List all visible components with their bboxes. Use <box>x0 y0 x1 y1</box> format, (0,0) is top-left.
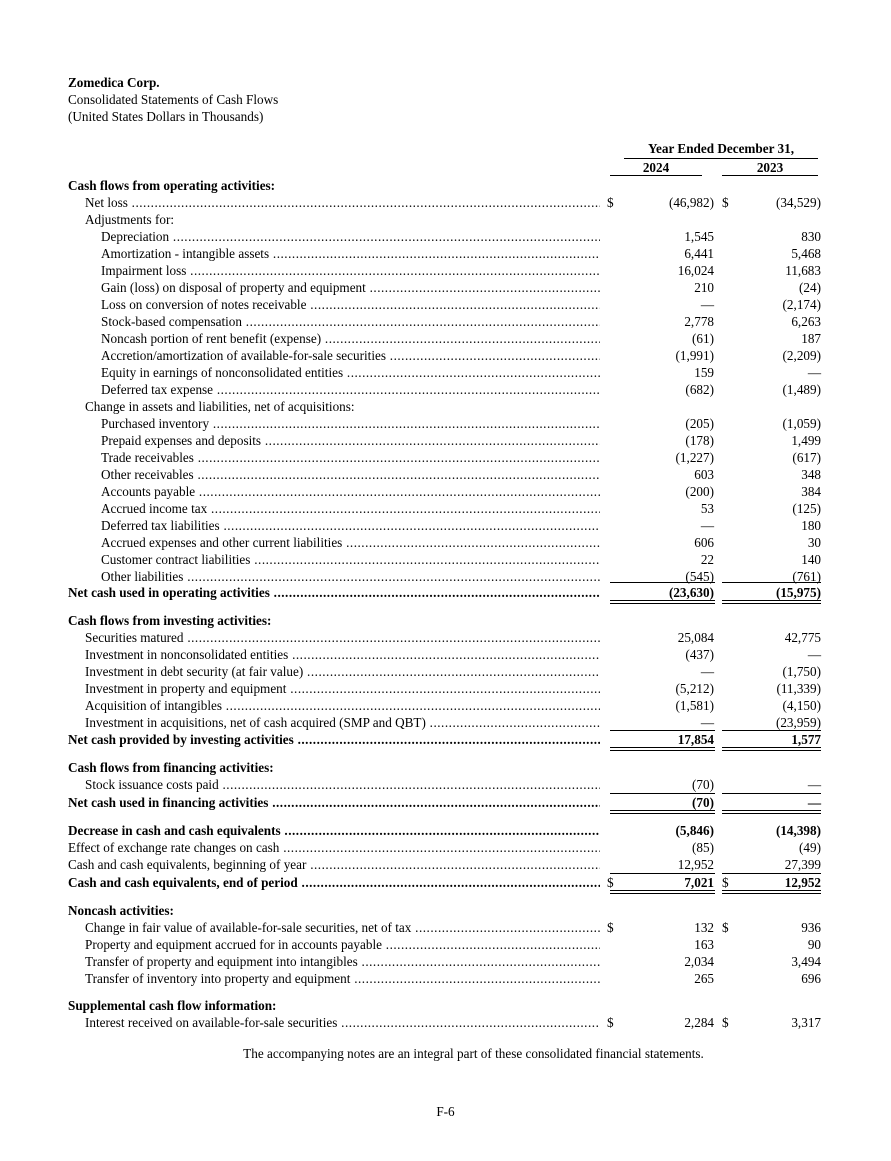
dollar-sign: $ <box>607 920 614 935</box>
row-label: Deferred tax expense ..... <box>101 381 600 398</box>
value-2023: (1,489) <box>782 382 821 397</box>
value-2023: (2,209) <box>782 348 821 363</box>
row-label: Purchased inventory ..... <box>101 415 600 432</box>
row-label: Other receivables ..... <box>101 466 600 483</box>
page-number: F-6 <box>436 1104 455 1119</box>
value-2023: (49) <box>799 840 821 855</box>
total-rule <box>610 810 715 811</box>
total-rule <box>722 893 821 894</box>
table-row <box>0 466 891 483</box>
row-label: Equity in earnings of nonconsolidated entities ..... <box>101 364 600 381</box>
section-title-operating: Cash flows from operating activities: <box>68 178 276 193</box>
row-label: Acquisition of intangibles ..... <box>85 697 600 714</box>
value-2024: (1,581) <box>675 698 714 713</box>
total-rule <box>722 582 821 583</box>
section-title-investing: Cash flows from investing activities: <box>68 613 272 628</box>
table-row <box>0 919 891 936</box>
total-rule <box>722 603 821 604</box>
row-label: Effect of exchange rate changes on cash ..... <box>68 839 600 856</box>
row-label: Interest received on available-for-sale securities ..... <box>85 1014 600 1031</box>
total-rule <box>610 890 715 891</box>
value-2023: 3,317 <box>791 1015 821 1030</box>
total-rule <box>610 750 715 751</box>
value-2023: (125) <box>792 501 821 516</box>
value-2024: 1,545 <box>684 229 714 244</box>
table-row <box>0 680 891 697</box>
value-2024: (1,227) <box>675 450 714 465</box>
table-row <box>0 279 891 296</box>
value-2023: — <box>807 365 821 380</box>
units-note: (United States Dollars in Thousands) <box>68 109 264 124</box>
value-2024: 25,084 <box>677 630 714 645</box>
value-2024: 2,284 <box>684 1015 714 1030</box>
row-label: Cash and cash equivalents, end of period ..... <box>68 874 600 891</box>
value-2024: (200) <box>685 484 714 499</box>
value-2024: (23,630) <box>668 585 714 600</box>
value-2024: 16,024 <box>677 263 714 278</box>
dollar-sign: $ <box>607 1015 614 1030</box>
dollar-sign: $ <box>607 875 614 890</box>
column-header <box>624 140 818 176</box>
row-label: Securities matured ..... <box>85 629 600 646</box>
section-title-noncash: Noncash activities: <box>68 903 174 918</box>
total-rule <box>610 600 715 601</box>
table-row <box>0 432 891 449</box>
row-label: Amortization - intangible assets ..... <box>101 245 600 262</box>
operating-total-row <box>0 584 891 601</box>
row-label: Decrease in cash and cash equivalents ..... <box>68 822 600 839</box>
value-2023: 30 <box>807 535 821 550</box>
value-2024: (1,991) <box>675 348 714 363</box>
value-2024: — <box>700 715 714 730</box>
table-row <box>0 245 891 262</box>
value-2023: — <box>807 795 821 810</box>
value-2023: 180 <box>801 518 821 533</box>
value-2023: 42,775 <box>784 630 821 645</box>
value-2024: (46,982) <box>668 195 714 210</box>
table-row <box>0 970 891 987</box>
value-2024: — <box>700 518 714 533</box>
value-2024: 606 <box>694 535 714 550</box>
value-2023: (617) <box>792 450 821 465</box>
dollar-sign: $ <box>607 195 614 210</box>
statement-header <box>68 74 278 125</box>
value-2023: 1,499 <box>791 433 821 448</box>
value-2023: 27,399 <box>784 857 821 872</box>
total-rule <box>722 747 821 748</box>
beginning-row <box>0 856 891 873</box>
row-label: Net cash used in operating activities ..... <box>68 584 600 601</box>
table-row <box>0 313 891 330</box>
table-row <box>0 517 891 534</box>
value-2024: 2,778 <box>684 314 714 329</box>
table-row <box>0 1014 891 1031</box>
total-rule <box>722 810 821 811</box>
value-2023: 830 <box>801 229 821 244</box>
row-label: Net cash provided by investing activities ..... <box>68 731 600 748</box>
footnote: The accompanying notes are an integral part of these consolidated financial statements. <box>243 1046 704 1061</box>
value-2023: (1,059) <box>782 416 821 431</box>
total-rule <box>610 747 715 748</box>
dollar-sign: $ <box>722 1015 729 1030</box>
row-label: Transfer of property and equipment into intangibles ..... <box>85 953 600 970</box>
table-row <box>0 953 891 970</box>
table-row <box>0 415 891 432</box>
section-title-supplemental: Supplemental cash flow information: <box>68 998 277 1013</box>
row-label: Property and equipment accrued for in accounts payable ..... <box>85 936 600 953</box>
value-2024: (545) <box>685 569 714 584</box>
table-row <box>0 483 891 500</box>
changes-label: Change in assets and liabilities, net of acquisitions: <box>85 399 355 414</box>
row-label: Stock issuance costs paid ..... <box>85 776 600 793</box>
row-label: Investment in debt security (at fair value) ..... <box>85 663 600 680</box>
value-2024: 159 <box>694 365 714 380</box>
row-label: Transfer of inventory into property and equipment ..... <box>85 970 600 987</box>
value-2023: 90 <box>807 937 821 952</box>
row-label: Prepaid expenses and deposits ..... <box>101 432 600 449</box>
row-label: Investment in property and equipment ..... <box>85 680 600 697</box>
table-row <box>0 629 891 646</box>
net-loss-row <box>0 194 891 211</box>
value-2023: 140 <box>801 552 821 567</box>
value-2024: 210 <box>694 280 714 295</box>
row-label: Noncash portion of rent benefit (expense) ..... <box>101 330 600 347</box>
value-2024: 17,854 <box>677 732 714 747</box>
table-row <box>0 296 891 313</box>
year-2024-heading: 2024 <box>610 160 702 176</box>
value-2024: 22 <box>700 552 714 567</box>
row-label: Accrued income tax ..... <box>101 500 600 517</box>
value-2023: — <box>807 777 821 792</box>
value-2023: 12,952 <box>784 875 821 890</box>
value-2024: (178) <box>685 433 714 448</box>
value-2023: 3,494 <box>791 954 821 969</box>
value-2024: (70) <box>692 795 714 810</box>
row-label: Impairment loss ..... <box>101 262 600 279</box>
row-label: Customer contract liabilities ..... <box>101 551 600 568</box>
value-2023: 11,683 <box>785 263 821 278</box>
value-2024: (5,846) <box>675 823 714 838</box>
value-2024: 132 <box>694 920 714 935</box>
value-2024: 6,441 <box>684 246 714 261</box>
total-rule <box>610 893 715 894</box>
ending-row <box>0 874 891 891</box>
company-name: Zomedica Corp. <box>68 75 160 90</box>
value-2024: 12,952 <box>677 857 714 872</box>
value-2023: (34,529) <box>775 195 821 210</box>
total-rule <box>722 813 821 814</box>
value-2023: (2,174) <box>782 297 821 312</box>
table-row <box>0 714 891 731</box>
row-label: Other liabilities ..... <box>101 568 600 585</box>
row-label: Net loss ..... <box>85 194 600 211</box>
fx-row <box>0 839 891 856</box>
value-2023: 936 <box>801 920 821 935</box>
table-row <box>0 776 891 793</box>
row-label: Cash and cash equivalents, beginning of year ..... <box>68 856 600 873</box>
row-label: Accrued expenses and other current liabilities ..... <box>101 534 600 551</box>
table-row <box>0 262 891 279</box>
table-row <box>0 228 891 245</box>
value-2023: (4,150) <box>782 698 821 713</box>
row-label: Accounts payable ..... <box>101 483 600 500</box>
value-2024: (85) <box>692 840 714 855</box>
row-label: Deferred tax liabilities ..... <box>101 517 600 534</box>
total-rule <box>610 582 715 583</box>
row-label: Change in fair value of available-for-sale securities, net of tax ..... <box>85 919 600 936</box>
value-2023: 6,263 <box>791 314 821 329</box>
value-2023: (1,750) <box>782 664 821 679</box>
value-2023: (15,975) <box>775 585 821 600</box>
dollar-sign: $ <box>722 920 729 935</box>
value-2023: 696 <box>801 971 821 986</box>
dollar-sign: $ <box>722 195 729 210</box>
value-2024: (437) <box>685 647 714 662</box>
row-label: Trade receivables ..... <box>101 449 600 466</box>
value-2024: (205) <box>685 416 714 431</box>
value-2024: 163 <box>694 937 714 952</box>
section-title-financing: Cash flows from financing activities: <box>68 760 274 775</box>
year-2023-heading: 2023 <box>722 160 818 176</box>
adjustments-label: Adjustments for: <box>85 212 175 227</box>
value-2023: (23,959) <box>775 715 821 730</box>
table-row <box>0 381 891 398</box>
row-label: Investment in nonconsolidated entities ..... <box>85 646 600 663</box>
row-label: Accretion/amortization of available-for-sale securities ..... <box>101 347 600 364</box>
value-2023: (761) <box>792 569 821 584</box>
value-2024: 603 <box>694 467 714 482</box>
investing-total-row <box>0 731 891 748</box>
financing-total-row <box>0 794 891 811</box>
value-2023: (24) <box>799 280 821 295</box>
row-label: Investment in acquisitions, net of cash acquired (SMP and QBT) ..... <box>85 714 600 731</box>
value-2024: (5,212) <box>675 681 714 696</box>
value-2024: 53 <box>700 501 714 516</box>
value-2024: 7,021 <box>684 875 714 890</box>
statement-title: Consolidated Statements of Cash Flows <box>68 92 279 107</box>
table-row <box>0 364 891 381</box>
table-row <box>0 936 891 953</box>
dollar-sign: $ <box>722 875 729 890</box>
row-label: Net cash used in financing activities ..... <box>68 794 600 811</box>
total-rule <box>610 603 715 604</box>
total-rule <box>722 750 821 751</box>
decrease-row <box>0 822 891 839</box>
value-2023: 5,468 <box>791 246 821 261</box>
value-2024: (70) <box>692 777 714 792</box>
table-row <box>0 330 891 347</box>
value-2024: (61) <box>692 331 714 346</box>
value-2023: 1,577 <box>791 732 821 747</box>
value-2023: — <box>807 647 821 662</box>
total-rule <box>610 813 715 814</box>
value-2023: 384 <box>801 484 821 499</box>
table-row <box>0 697 891 714</box>
table-row <box>0 551 891 568</box>
value-2023: (11,339) <box>776 681 821 696</box>
value-2023: 187 <box>801 331 821 346</box>
row-label: Stock-based compensation ..... <box>101 313 600 330</box>
value-2024: (682) <box>685 382 714 397</box>
value-2023: (14,398) <box>775 823 821 838</box>
value-2024: — <box>700 297 714 312</box>
value-2024: 2,034 <box>684 954 714 969</box>
table-row <box>0 347 891 364</box>
table-row <box>0 534 891 551</box>
table-row <box>0 449 891 466</box>
row-label: Depreciation ..... <box>101 228 600 245</box>
table-row <box>0 646 891 663</box>
value-2023: 348 <box>801 467 821 482</box>
table-row <box>0 500 891 517</box>
period-heading: Year Ended December 31, <box>624 140 818 159</box>
table-row <box>0 663 891 680</box>
row-label: Loss on conversion of notes receivable ..... <box>101 296 600 313</box>
value-2024: 265 <box>694 971 714 986</box>
total-rule <box>722 890 821 891</box>
value-2024: — <box>700 664 714 679</box>
total-rule <box>722 600 821 601</box>
row-label: Gain (loss) on disposal of property and equipment ..... <box>101 279 600 296</box>
